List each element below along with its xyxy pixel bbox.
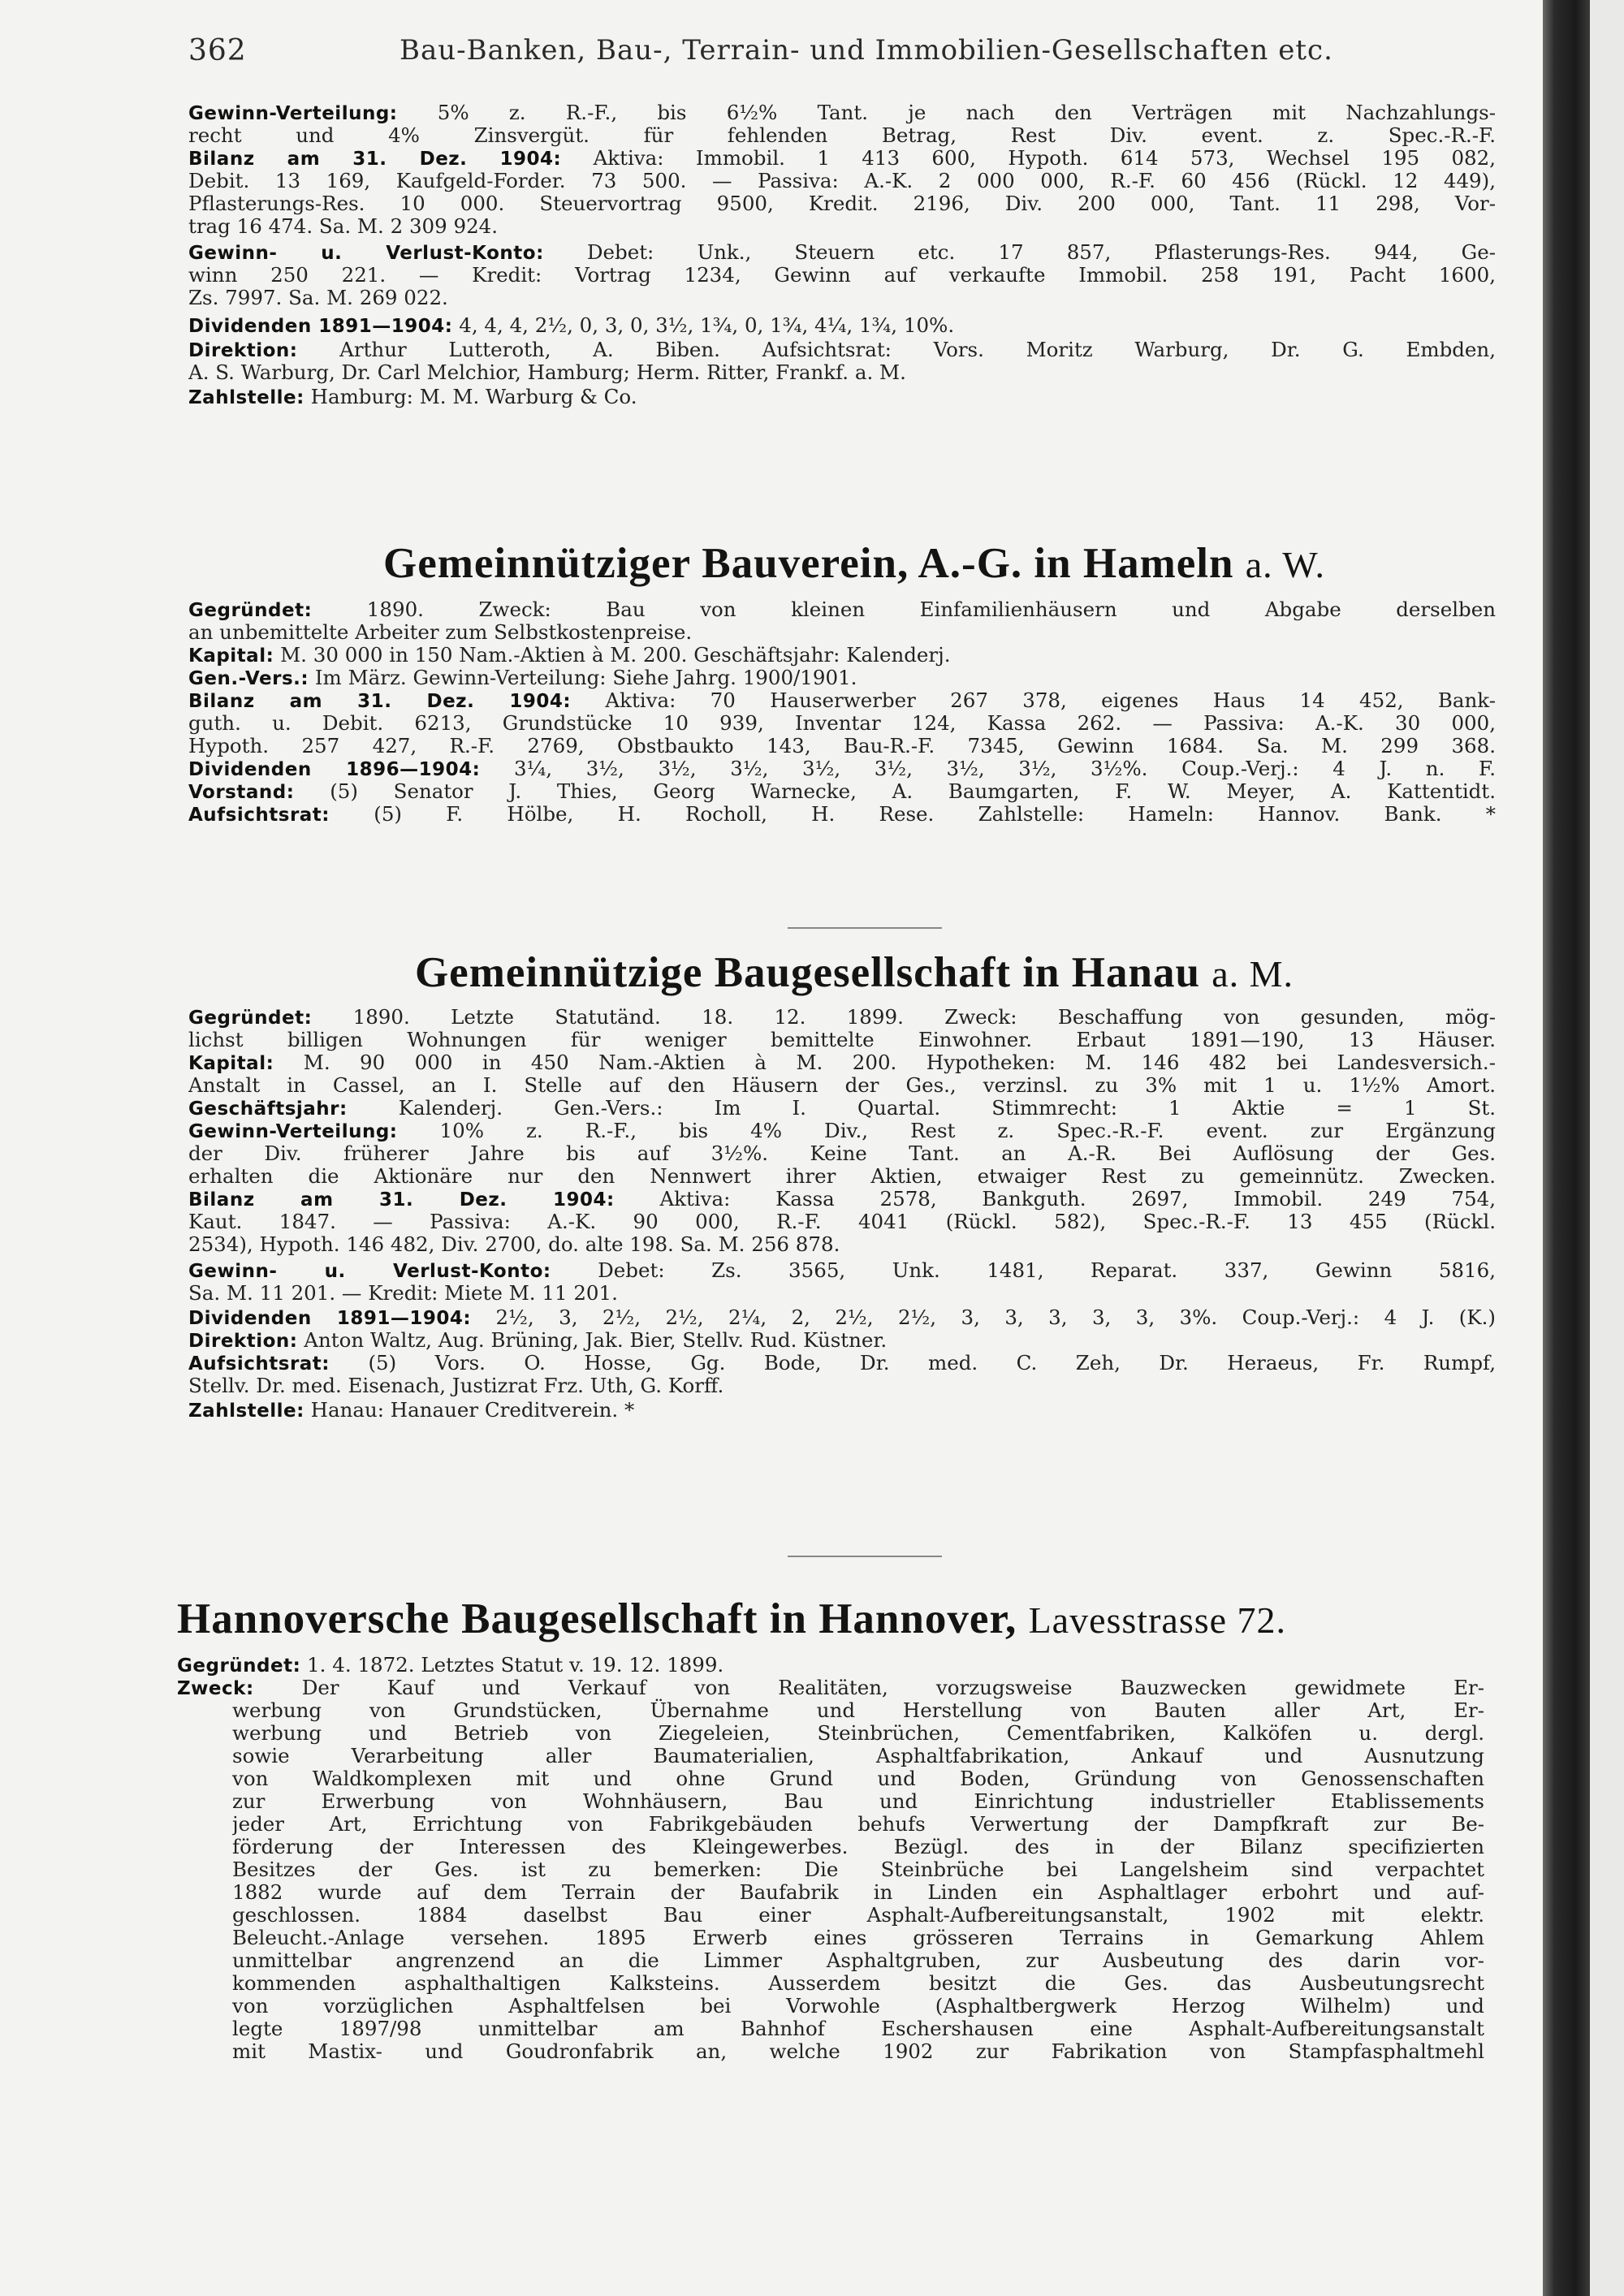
- entry-title-suffix: Lavesstrasse 72.: [1028, 1599, 1287, 1641]
- entry-line: werbung und Betrieb von Ziegeleien, Steinbrüchen, Cementfabriken, Kalköfen u. dergl.: [232, 1721, 1484, 1745]
- entry-line: Dividenden 1891—1904: 4, 4, 4, 2½, 0, 3, 0, 3½, 1¾, 0, 1¾, 4¼, 1¾, 10%.: [188, 313, 955, 337]
- entry-line: 1882 wurde auf dem Terrain der Baufabrik in Linden ein Asphaltlager erbohrt und auf-: [232, 1880, 1484, 1904]
- entry-line: Anstalt in Cassel, an I. Stelle auf den Häusern der Ges., verzinsl. zu 3% mit 1 u. 1½% Amort.: [188, 1073, 1496, 1097]
- entry-line: Beleucht.-Anlage versehen. 1895 Erwerb eines grösseren Terrains in Gemarkung Ahlem: [232, 1926, 1484, 1949]
- entry-line: Zahlstelle: Hamburg: M. M. Warburg & Co.: [188, 385, 637, 408]
- entry-title-main: Hannoversche Baugesellschaft in Hannover,: [177, 1595, 1017, 1642]
- entry-line: 2534), Hypoth. 146 482, Div. 2700, do. alte 198. Sa. M. 256 878.: [188, 1232, 840, 1256]
- entry-line: Direktion: Anton Waltz, Aug. Brüning, Jak. Bier, Stellv. Rud. Küstner.: [188, 1328, 888, 1352]
- entry-line: Gegründet: 1890. Letzte Statutänd. 18. 12. 1899. Zweck: Beschaffung von gesunden, mög-: [188, 1005, 1496, 1029]
- entry-line: Bilanz am 31. Dez. 1904: Aktiva: Kassa 2578, Bankguth. 2697, Immobil. 249 754,: [188, 1187, 1496, 1211]
- page-header: [188, 34, 1520, 83]
- entry-line: Hypoth. 257 427, R.-F. 2769, Obstbaukto 143, Bau-R.-F. 7345, Gewinn 1684. Sa. M. 299 368.: [188, 734, 1496, 757]
- entry-line: lichst billigen Wohnungen für weniger bemittelte Einwohner. Erbaut 1891—190, 13 Häuser.: [188, 1028, 1496, 1051]
- entry-line: Geschäftsjahr: Kalenderj. Gen.-Vers.: Im I. Quartal. Stimmrecht: 1 Aktie = 1 St.: [188, 1096, 1496, 1120]
- entry-line: Dividenden 1891—1904: 2½, 3, 2½, 2½, 2¼, 2, 2½, 2½, 3, 3, 3, 3, 3, 3%. Coup.-Verj.: 4 J. (K.): [188, 1306, 1496, 1329]
- entry-line: erhalten die Aktionäre nur den Nennwert ihrer Aktien, etwaiger Rest zu gemeinnütz. Zwecken.: [188, 1164, 1496, 1188]
- entry-line: Vorstand: (5) Senator J. Thies, Georg Warnecke, A. Baumgarten, F. W. Meyer, A. Kattentidt.: [188, 779, 1496, 803]
- entry-line: Gewinn-Verteilung: 5% z. R.-F., bis 6½% Tant. je nach den Verträgen mit Nachzahlungs-: [188, 101, 1496, 124]
- entry-line: Debit. 13 169, Kaufgeld-Forder. 73 500. — Passiva: A.-K. 2 000 000, R.-F. 60 456 (Rückl. 12 449),: [188, 169, 1496, 192]
- entry-line: Pflasterungs-Res. 10 000. Steuervortrag 9500, Kredit. 2196, Div. 200 000, Tant. 11 298, Vor-: [188, 192, 1496, 215]
- entry-line: zur Erwerbung von Wohnhäusern, Bau und Einrichtung industrieller Etablissements: [232, 1789, 1484, 1813]
- entry-line: Gewinn-Verteilung: 10% z. R.-F., bis 4% Div., Rest z. Spec.-R.-F. event. zur Ergänzung: [188, 1119, 1496, 1142]
- entry-line: guth. u. Debit. 6213, Grundstücke 10 939, Inventar 124, Kassa 262. — Passiva: A.-K. 30 000,: [188, 711, 1496, 735]
- entry-title-main: Gemeinnützige Baugesellschaft in Hanau: [414, 949, 1200, 996]
- entry-line: von vorzüglichen Asphaltfelsen bei Vorwohle (Asphaltbergwerk Herzog Wilhelm) und: [232, 1994, 1484, 2018]
- entry-line: Bilanz am 31. Dez. 1904: Aktiva: Immobil. 1 413 600, Hypoth. 614 573, Wechsel 195 082,: [188, 146, 1496, 170]
- entry-line: Zweck: Der Kauf und Verkauf von Realitäten, vorzugsweise Bauzwecken gewidmete Er-: [177, 1676, 1484, 1699]
- entry-line: Aufsichtsrat: (5) F. Hölbe, H. Rocholl, H. Rese. Zahlstelle: Hameln: Hannov. Bank. *: [188, 802, 1496, 826]
- entry-line: legte 1897/98 unmittelbar am Bahnhof Eschershausen eine Asphalt-Aufbereitungsanstalt: [232, 2017, 1484, 2040]
- entry-line: Gegründet: 1890. Zweck: Bau von kleinen Einfamilienhäusern und Abgabe derselben: [188, 598, 1496, 621]
- entry-title-main: Gemeinnütziger Bauverein, A.-G. in Hameln: [382, 540, 1234, 587]
- entry-line: kommenden asphalthaltigen Kalksteins. Ausserdem besitzt die Ges. das Ausbeutungsrecht: [232, 1971, 1484, 1995]
- entry-line: förderung der Interessen des Kleingewerbes. Bezügl. des in der Bilanz specifizierten: [232, 1835, 1484, 1858]
- entry-title: [177, 1595, 1509, 1643]
- entry-line: von Waldkomplexen mit und ohne Grund und Boden, Gründung von Genossenschaften: [232, 1767, 1484, 1790]
- entry-line: geschlossen. 1884 daselbst Bau einer Asphalt-Aufbereitungsanstalt, 1902 mit elektr.: [232, 1903, 1484, 1927]
- entry-line: Stellv. Dr. med. Eisenach, Justizrat Frz. Uth, G. Korff.: [188, 1374, 724, 1397]
- entry-line: jeder Art, Errichtung von Fabrikgebäuden behufs Verwertung der Dampfkraft zur Be-: [232, 1812, 1484, 1836]
- entry-line: werbung von Grundstücken, Übernahme und Herstellung von Bauten aller Art, Er-: [232, 1698, 1484, 1722]
- entry-title-suffix: a. W.: [1245, 544, 1325, 585]
- entry-line: Dividenden 1896—1904: 3¼, 3½, 3½, 3½, 3½, 3½, 3½, 3½, 3½%. Coup.-Verj.: 4 J. n. F.: [188, 757, 1496, 780]
- entry-line: Besitzes der Ges. ist zu bemerken: Die Steinbrüche bei Langelsheim sind verpachtet: [232, 1858, 1484, 1881]
- entry-line: Aufsichtsrat: (5) Vors. O. Hosse, Gg. Bode, Dr. med. C. Zeh, Dr. Heraeus, Fr. Rumpf,: [188, 1351, 1496, 1375]
- entry-line: Zs. 7997. Sa. M. 269 022.: [188, 286, 448, 309]
- entry-line: Kapital: M. 30 000 in 150 Nam.-Aktien à M. 200. Geschäftsjahr: Kalenderj.: [188, 643, 951, 667]
- entry-title: [188, 948, 1520, 997]
- entry-line: Gegründet: 1. 4. 1872. Letztes Statut v. 19. 12. 1899.: [177, 1653, 724, 1677]
- entry-line: Zahlstelle: Hanau: Hanauer Creditverein. *: [188, 1398, 635, 1422]
- entry-line: Direktion: Arthur Lutteroth, A. Biben. Aufsichtsrat: Vors. Moritz Warburg, Dr. G. Embden,: [188, 338, 1496, 361]
- entry-line: Gewinn- u. Verlust-Konto: Debet: Unk., Steuern etc. 17 857, Pflasterungs-Res. 944, Ge-: [188, 240, 1496, 264]
- entry-title: [188, 539, 1520, 588]
- entry-line: winn 250 221. — Kredit: Vortrag 1234, Gewinn auf verkaufte Immobil. 258 191, Pacht 1600,: [188, 263, 1496, 287]
- section-divider: [788, 1556, 942, 1557]
- entry-line: Sa. M. 11 201. — Kredit: Miete M. 11 201.: [188, 1281, 618, 1305]
- entry-line: der Div. früherer Jahre bis auf 3½%. Keine Tant. an A.-R. Bei Auflösung der Ges.: [188, 1142, 1496, 1165]
- entry-line: mit Mastix- und Goudronfabrik an, welche 1902 zur Fabrikation von Stampfasphaltmehl: [232, 2039, 1484, 2063]
- entry-line: A. S. Warburg, Dr. Carl Melchior, Hamburg; Herm. Ritter, Frankf. a. M.: [188, 360, 906, 384]
- entry-line: sowie Verarbeitung aller Baumaterialien, Asphaltfabrikation, Ankauf und Ausnutzung: [232, 1744, 1484, 1767]
- running-head: Bau-Banken, Bau-, Terrain- und Immobilien-Gesellschaften etc.: [400, 34, 1333, 67]
- entry-line: Gewinn- u. Verlust-Konto: Debet: Zs. 3565, Unk. 1481, Reparat. 337, Gewinn 5816,: [188, 1258, 1496, 1282]
- entry-line: recht und 4% Zinsvergüt. für fehlenden Betrag, Rest Div. event. z. Spec.-R.-F.: [188, 123, 1496, 147]
- entry-line: Kaut. 1847. — Passiva: A.-K. 90 000, R.-F. 4041 (Rückl. 582), Spec.-R.-F. 13 455 (Rückl.: [188, 1210, 1496, 1233]
- entry-line: Gen.-Vers.: Im März. Gewinn-Verteilung: Siehe Jahrg. 1900/1901.: [188, 666, 857, 689]
- entry-line: an unbemittelte Arbeiter zum Selbstkostenpreise.: [188, 620, 693, 644]
- entry-title-suffix: a. M.: [1212, 953, 1294, 995]
- entry-line: unmittelbar angrenzend an die Limmer Asphaltgruben, zur Ausbeutung des darin vor-: [232, 1949, 1484, 1972]
- entry-line: trag 16 474. Sa. M. 2 309 924.: [188, 214, 499, 238]
- page-number: 362: [188, 34, 247, 67]
- binding-shadow: [1543, 0, 1590, 2296]
- section-divider: [788, 927, 942, 929]
- page-edge: [1590, 0, 1624, 2296]
- entry-line: Bilanz am 31. Dez. 1904: Aktiva: 70 Hauserwerber 267 378, eigenes Haus 14 452, Bank-: [188, 688, 1496, 712]
- entry-line: Kapital: M. 90 000 in 450 Nam.-Aktien à M. 200. Hypotheken: M. 146 482 bei Landesversich.-: [188, 1051, 1496, 1074]
